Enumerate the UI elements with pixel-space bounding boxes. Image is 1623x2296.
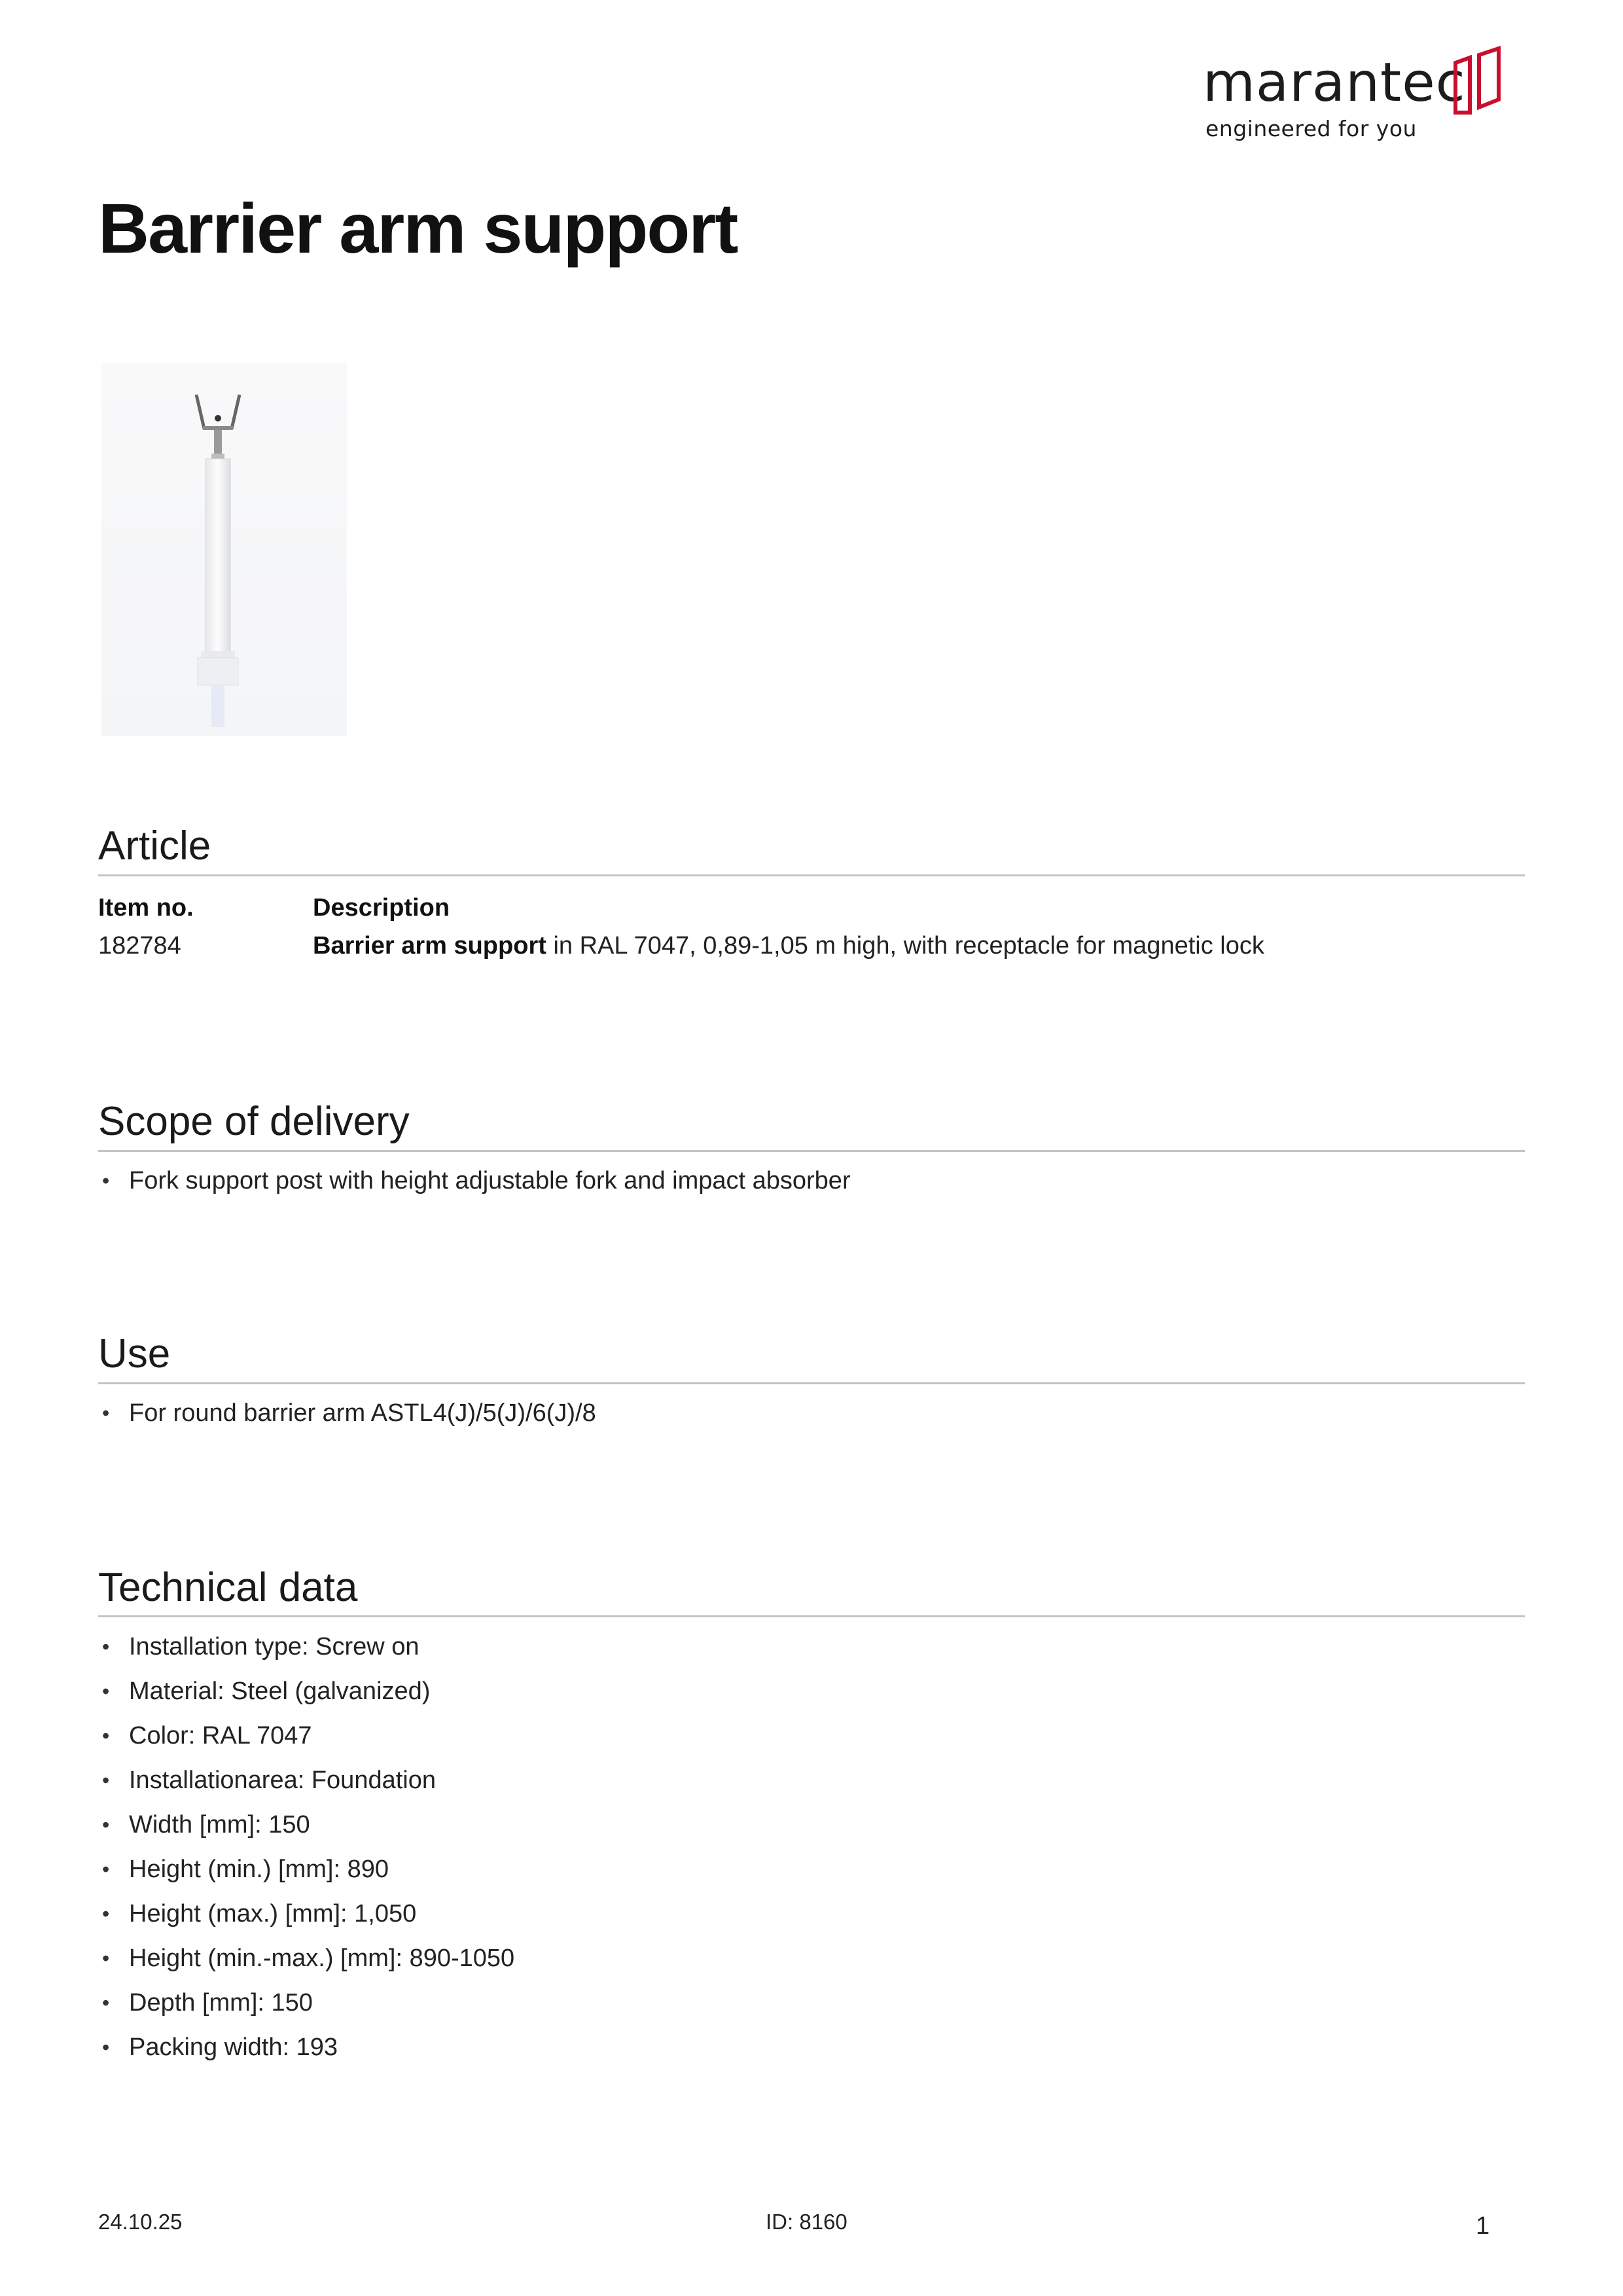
brand-tagline: engineered for you [1205, 116, 1417, 141]
list-item: • Color: RAL 7047 [98, 1713, 514, 1758]
technical-data-list [98, 1624, 514, 2070]
item-description-name: Barrier arm support [313, 932, 546, 960]
item-description [313, 933, 1264, 958]
brand-name: marantec [1203, 52, 1466, 114]
product-image [101, 363, 347, 736]
list-item: • Installationarea: Foundation [98, 1758, 514, 1803]
page-title: Barrier arm support [98, 188, 738, 268]
list-item: • Depth [mm]: 150 [98, 1981, 514, 2025]
list-item: • Width [mm]: 150 [98, 1803, 514, 1847]
list-item: • For round barrier arm ASTL4(J)/5(J)/6(J)/8 [98, 1391, 596, 1435]
column-header-description: Description [313, 894, 450, 922]
footer-date: 24.10.25 [98, 2210, 183, 2234]
section-divider [98, 874, 1525, 876]
section-heading-technical-data: Technical data [98, 1565, 358, 1610]
section-divider [98, 1382, 1525, 1384]
list-item: • Height (min.) [mm]: 890 [98, 1847, 514, 1892]
list-item: • Installation type: Screw on [98, 1624, 514, 1669]
scope-list [98, 1158, 851, 1203]
item-description-details: in RAL 7047, 0,89-1,05 m high, with receptacle for magnetic lock [546, 932, 1264, 960]
section-divider [98, 1615, 1525, 1617]
section-divider [98, 1150, 1525, 1152]
item-number: 182784 [98, 932, 181, 960]
list-item: • Fork support post with height adjustable fork and impact absorber [98, 1158, 851, 1203]
section-heading-article: Article [98, 823, 211, 869]
use-list [98, 1391, 596, 1435]
brand-logo [1203, 45, 1504, 149]
column-header-item-no: Item no. [98, 894, 194, 922]
footer-page-number: 1 [1476, 2212, 1490, 2240]
list-item: • Height (min.-max.) [mm]: 890-1050 [98, 1936, 514, 1981]
marantec-door-mark-icon [1453, 45, 1503, 117]
section-heading-scope: Scope of delivery [98, 1099, 410, 1144]
section-heading-use: Use [98, 1331, 171, 1376]
list-item: • Packing width: 193 [98, 2025, 514, 2070]
footer-document-id: ID: 8160 [766, 2210, 847, 2234]
list-item: • Material: Steel (galvanized) [98, 1669, 514, 1713]
list-item: • Height (max.) [mm]: 1,050 [98, 1892, 514, 1936]
